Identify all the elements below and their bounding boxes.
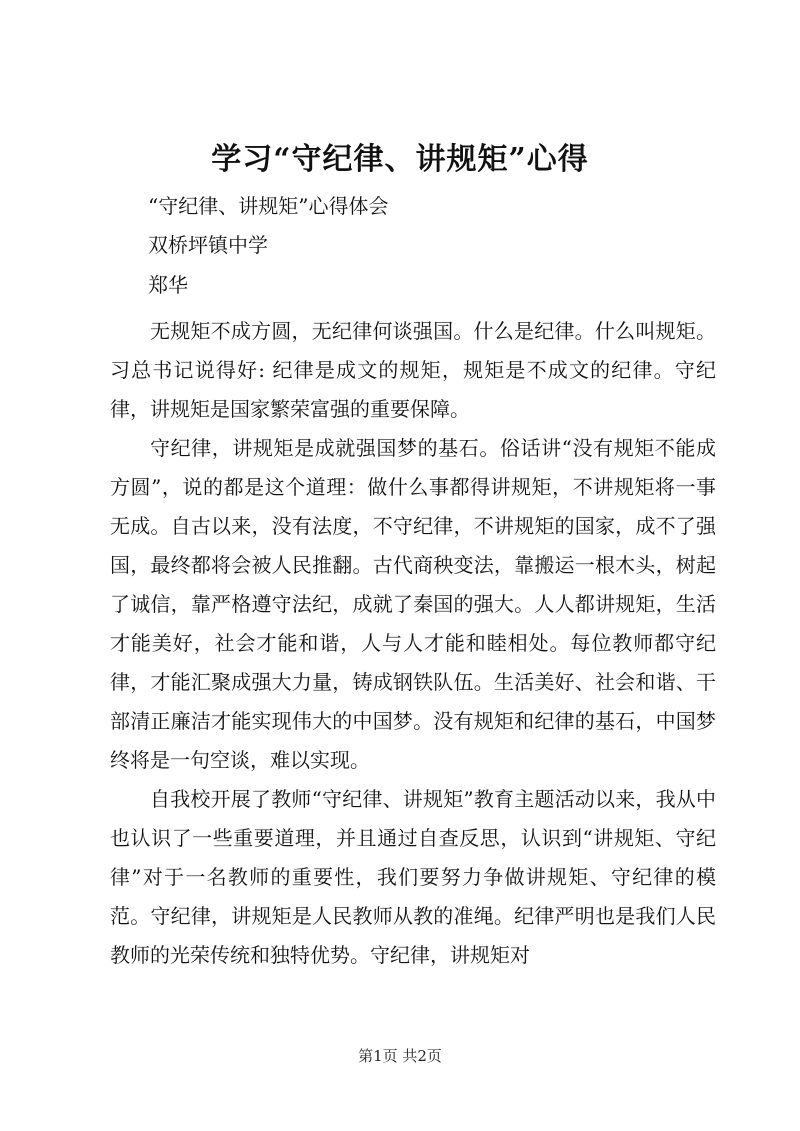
author-name: 郑华 [148,273,188,297]
paragraph: 无规矩不成方圆，无纪律何谈强国。什么是纪律。什么叫规矩。习总书记说得好: 纪律是成文的规矩，规矩是不成文的纪律。守纪律，讲规矩是国家繁荣富强的重要保障。 [110,319,716,421]
document-subtitle: “守纪律、讲规矩”心得体会 [148,194,389,218]
page-footer: 第1页 共2页 [358,1047,442,1065]
document-title: 学习“守纪律、讲规矩”心得 [211,142,589,177]
paragraph: 自我校开展了教师“守纪律、讲规矩”教育主题活动以来，我从中也认识了一些重要道理，并且通过自查反思，认识到“讲规矩、守纪律”对于一名教师的重要性，我们要努力争做讲规矩、守纪律的模范。守纪律，讲规矩是人民教师从教的准绳。纪律严明也是我们人民教师的光荣传统和独特优势。守纪律，讲规矩对 [110,787,716,967]
school-name: 双桥坪镇中学 [148,233,268,257]
document-body [110,312,716,975]
paragraph: 守纪律，讲规矩是成就强国梦的基石。俗话讲“没有规矩不能成方圆”，说的都是这个道理：做什么事都得讲规矩，不讲规矩将一事无成。自古以来，没有法度，不守纪律，不讲规矩的国家，成不了强国，最终都将会被人民推翻。古代商秧变法，靠搬运一根木头，树起了诚信，靠严格遵守法纪，成就了秦国的强大。人人都讲规矩，生活才能美好，社会才能和谐，人与人才能和睦相处。每位教师都守纪律，才能汇聚成强大力量，铸成钢铁队伍。生活美好、社会和谐、干部清正廉洁才能实现伟大的中国梦。没有规矩和纪律的基石，中国梦终将是一句空谈，难以实现。 [110,436,716,772]
